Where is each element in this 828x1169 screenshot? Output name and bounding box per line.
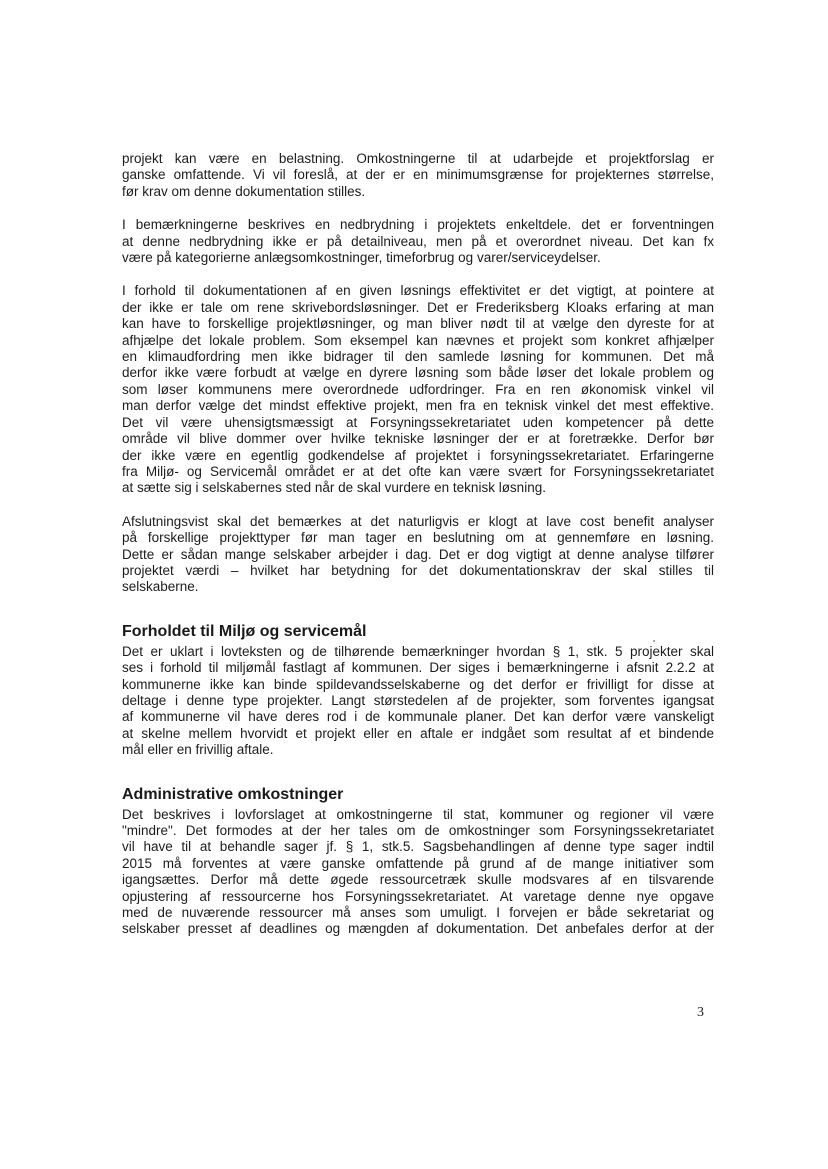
paragraph-gap xyxy=(122,266,714,283)
text-line: med de nuværende ressourcer må anses som umuligt. I forvejen er både sekretariat og xyxy=(122,905,714,921)
text-line: 2015 må forventes at være ganske omfattende på grund af de mange initiativer som xyxy=(122,855,714,871)
text-line: fra Miljø- og Servicemål området er at det ofte kan være svært for Forsyningssekretariatet xyxy=(122,463,714,479)
text-line: I forhold til dokumentationen af en given løsnings effektivitet er det vigtigt, at pointere at xyxy=(122,283,714,299)
text-line: en klimaudfordring men ikke bidrager til den samlede løsning for kommunen. Det må xyxy=(122,349,714,365)
text-line: afhjælpe det lokale problem. Som eksempel kan nævnes et projekt som konkret afhjælper xyxy=(122,332,714,348)
paragraph-gap xyxy=(122,497,714,514)
text-line: deltage i denne type projekter. Langt størstedelen af de projekter, som forventes igangsat xyxy=(122,692,714,708)
scan-speck xyxy=(653,640,655,642)
page-number: 3 xyxy=(697,1005,704,1020)
text-line: selskaberne. xyxy=(122,579,199,595)
text-line: ganske omfattende. Vi vil foreslå, at der er en minimumsgrænse for projekternes størrelse, xyxy=(122,167,714,183)
section-gap xyxy=(122,596,714,622)
section-heading-miljo: Forholdet til Miljø og servicemål xyxy=(122,622,367,640)
text-line: selskaber presset af deadlines og mængden af dokumentation. Det anbefales derfor at der xyxy=(122,921,714,937)
text-line: Det er uklart i lovteksten og de tilhørende bemærkninger hvordan § 1, stk. 5 projekter skal xyxy=(122,643,714,659)
text-line: Afslutningsvist skal det bemærkes at det naturligvis er klogt at lave cost benefit analyser xyxy=(122,513,714,529)
text-line: være på kategorierne anlægsomkostninger, timeforbrug og varer/serviceydelser. xyxy=(122,250,601,266)
text-line: man derfor vælge det mindst effektive projekt, men fra en teknisk vinkel det mest effektive. xyxy=(122,398,714,414)
text-line: kommunerne ikke kan binde spildevandsselskaberne og det derfor er frivilligt for disse at xyxy=(122,676,714,692)
text-line: som løser kommunens mere overordnede udfordringer. Fra en ren økonomisk vinkel vil xyxy=(122,381,714,397)
text-line: Det beskrives i lovforslaget at omkostningerne til stat, kommuner og regioner vil være xyxy=(122,806,714,822)
text-line: I bemærkningerne beskrives en nedbrydning i projektets enkeltdele. det er forventningen xyxy=(122,217,714,233)
text-line: der ikke er tale om rene skrivebordsløsninger. Det er Frederiksberg Kloaks erfaring at man xyxy=(122,299,714,315)
text-line: ses i forhold til miljømål fastlagt af kommunen. Der siges i bemærkningerne i afsnit 2.2.2 at xyxy=(122,660,714,676)
paragraph-miljo xyxy=(122,644,714,759)
text-line: før krav om denne dokumentation stilles. xyxy=(122,183,366,199)
text-line: at skelne mellem hvorvidt et projekt eller en aftale er indgået som resultat af et bindende xyxy=(122,725,714,741)
text-line: "mindre". Det formodes at der her tales om de omkostninger som Forsyningssekretariatet xyxy=(122,823,714,838)
paragraph-2 xyxy=(122,217,714,266)
text-line: projektet værdi – hvilket har betydning for det dokumentationskrav der skal stilles til xyxy=(122,562,714,578)
text-line: projekt kan være en belastning. Omkostningerne til at udarbejde et projektforslag er xyxy=(122,151,714,166)
paragraph-4 xyxy=(122,514,714,596)
text-line: der ikke være en egentlig godkendelse af projektet i forsyningssekretariatet. Erfaringerne xyxy=(122,447,714,463)
text-line: opjustering af ressourcerne hos Forsyningssekretariatet. At varetage denne nye opgave xyxy=(122,888,714,904)
text-line: vil have til at behandle sager jf. § 1, stk.5. Sagsbehandlingen af denne type sager indtil xyxy=(122,839,714,855)
paragraph-1 xyxy=(122,151,714,200)
paragraph-gap xyxy=(122,200,714,217)
text-line: kan have to forskellige projektløsninger, og man bliver nødt til at vælge den dyreste for at xyxy=(122,316,714,332)
text-line: mål eller en frivillig aftale. xyxy=(122,742,274,758)
document-body xyxy=(122,151,714,938)
text-line: område vil blive dommer over hvilke tekniske løsninger der er at foretrække. Derfor bør xyxy=(122,431,714,447)
text-line: Det vil være uhensigtsmæssigt at Forsyningssekretariatet uden kompetencer på dette xyxy=(122,414,714,430)
text-line: igangsættes. Derfor må dette øgede ressourcetræk skulle modsvares af en tilsvarende xyxy=(122,872,714,888)
section-heading-administrative: Administrative omkostninger xyxy=(122,785,344,803)
paragraph-3 xyxy=(122,283,714,496)
text-line: derfor ikke være forbudt at vælge en dyrere løsning som både løser det lokale problem og xyxy=(122,365,714,381)
text-line: af kommunerne vil have deres rod i de kommunale planer. Det kan derfor være vanskeligt xyxy=(122,709,714,725)
text-line: at sætte sig i selskabernes sted når de skal vurdere en teknisk løsning. xyxy=(122,480,546,496)
text-line: på forskellige projekttyper før man tager en beslutning om at gennemføre en løsning. xyxy=(122,530,714,546)
text-line: Dette er sådan mange selskaber arbejder i dag. Det er dog vigtigt at denne analyse tilfører xyxy=(122,546,714,562)
section-gap xyxy=(122,759,714,785)
paragraph-administrative xyxy=(122,807,714,938)
text-line: at denne nedbrydning ikke er på detailniveau, men på et overordnet niveau. Det kan fx xyxy=(122,233,714,249)
